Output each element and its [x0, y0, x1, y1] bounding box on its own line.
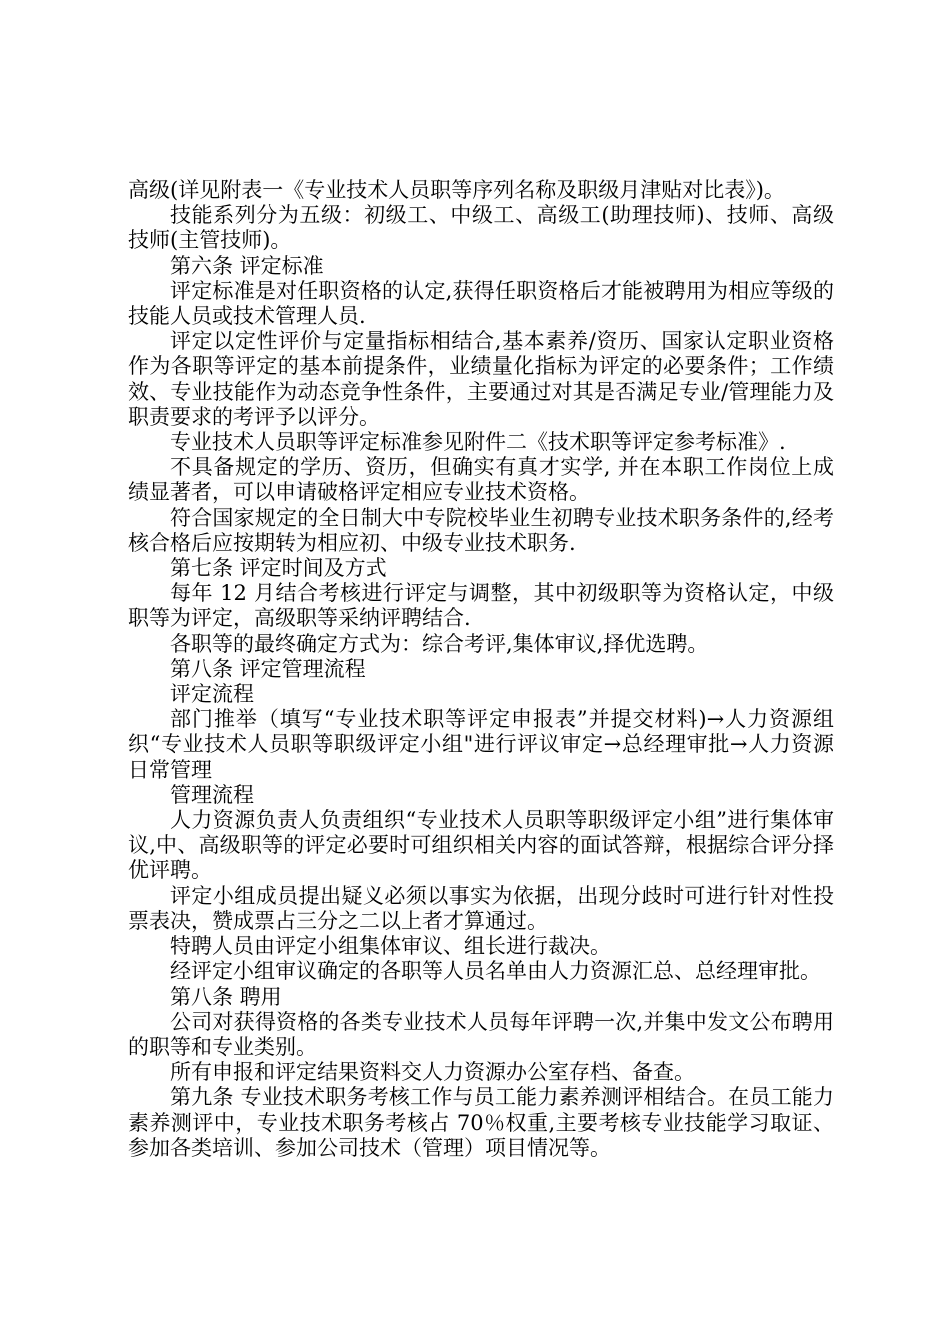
paragraph: 评定小组成员提出疑义必须以事实为依据，出现分歧时可进行针对性投票表决，赞成票占三分之二以上者才算通过。: [128, 883, 834, 933]
paragraph: 高级(详见附表一《专业技术人员职等序列名称及职级月津贴对比表》)。: [128, 178, 785, 202]
section-heading: 第八条 聘用: [170, 984, 282, 1009]
document-body: [128, 178, 834, 1161]
paragraph: 第九条 专业技术职务考核工作与员工能力素养测评相结合。在员工能力素养测评中，专业技术职务考核占 70％权重,主要考核专业技能学习取证、参加各类培训、参加公司技术（管理）项目情况等。: [128, 1085, 834, 1160]
paragraph: 特聘人员由评定小组集体审议、组长进行裁决。: [170, 934, 611, 959]
subheading: 管理流程: [170, 782, 254, 807]
paragraph: 部门推举（填写“专业技术职等评定申报表”并提交材料)→人力资源组织“专业技术人员职等职级评定小组"进行评议审定→总经理审批→人力资源日常管理: [128, 707, 834, 782]
paragraph: 技能系列分为五级：初级工、中级工、高级工(助理技师)、技师、高级技师(主管技师)。: [128, 203, 834, 253]
paragraph: 所有申报和评定结果资料交人力资源办公室存档、备查。: [170, 1060, 695, 1085]
paragraph: 评定以定性评价与定量指标相结合,基本素养/资历、国家认定职业资格作为各职等评定的基本前提条件，业绩量化指标为评定的必要条件；工作绩效、专业技能作为动态竞争性条件，主要通过对其是否满足专业/管理能力及职责要求的考评予以评分。: [128, 329, 834, 429]
paragraph: 评定标准是对任职资格的认定,获得任职资格后才能被聘用为相应等级的技能人员或技术管理人员.: [128, 278, 834, 329]
paragraph: 符合国家规定的全日制大中专院校毕业生初聘专业技术职务条件的,经考核合格后应按期转为相应初、中级专业技术职务.: [128, 505, 834, 555]
section-heading: 第八条 评定管理流程: [170, 656, 366, 681]
section-heading: 第七条 评定时间及方式: [170, 556, 387, 581]
paragraph: 经评定小组审议确定的各职等人员名单由人力资源汇总、总经理审批。: [170, 959, 821, 984]
paragraph: 各职等的最终确定方式为：综合考评,集体审议,择优选聘。: [170, 631, 709, 656]
subheading: 评定流程: [170, 682, 254, 707]
paragraph: 不具备规定的学历、资历，但确实有真才实学, 并在本职工作岗位上成绩显著者，可以申请破格评定相应专业技术资格。: [128, 455, 834, 505]
paragraph: 每年 12 月结合考核进行评定与调整，其中初级职等为资格认定，中级职等为评定，高级职等采纳评聘结合.: [128, 581, 834, 631]
paragraph: 专业技术人员职等评定标准参见附件二《技术职等评定参考标准》.: [170, 430, 786, 455]
paragraph: 人力资源负责人负责组织“专业技术人员职等职级评定小组”进行集体审议,中、高级职等的评定必要时可组织相关内容的面试答辩，根据综合评分择优评聘。: [128, 808, 834, 883]
section-heading: 第六条 评定标准: [170, 253, 324, 278]
paragraph: 公司对获得资格的各类专业技术人员每年评聘一次,并集中发文公布聘用的职等和专业类别。: [128, 1009, 834, 1059]
